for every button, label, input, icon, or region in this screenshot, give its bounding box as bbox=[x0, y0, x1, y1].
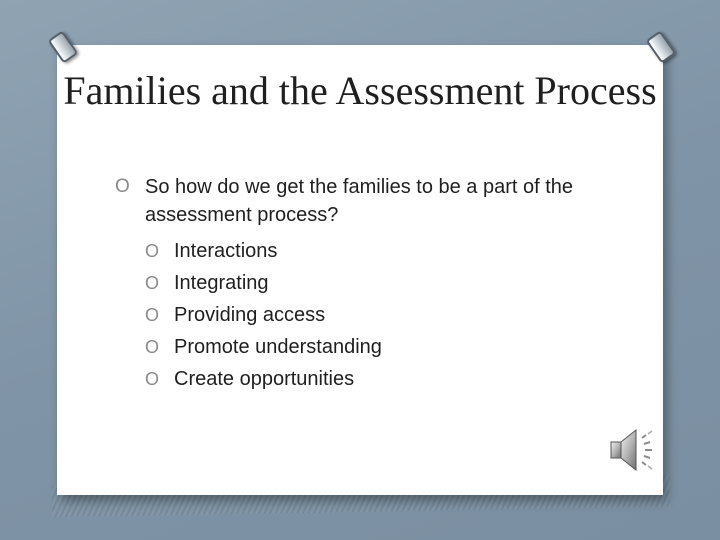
speaker-icon[interactable] bbox=[608, 426, 660, 474]
sub-bullet bbox=[145, 267, 635, 299]
sub-bullet-text: Create opportunities bbox=[174, 368, 355, 390]
bullet-marker: O bbox=[145, 369, 160, 389]
bullet-list bbox=[115, 173, 635, 395]
bullet-marker: O bbox=[145, 241, 160, 261]
slide-title: Families and the Assessment Process bbox=[63, 68, 657, 113]
bullet-marker: O bbox=[145, 337, 160, 357]
main-bullet-text: So how do we get the families to be a part of the assessment process? bbox=[145, 176, 574, 226]
sub-bullet bbox=[145, 363, 635, 395]
sub-bullet-text: Providing access bbox=[174, 304, 326, 326]
sub-bullet-list bbox=[145, 235, 635, 395]
sub-bullet-text: Integrating bbox=[174, 272, 269, 294]
sub-bullet-text: Promote understanding bbox=[174, 336, 382, 358]
main-bullet bbox=[115, 173, 635, 229]
bullet-marker: O bbox=[115, 176, 130, 197]
sub-bullet bbox=[145, 299, 635, 331]
sub-bullet bbox=[145, 235, 635, 267]
sub-bullet-text: Interactions bbox=[174, 240, 278, 262]
sub-bullet bbox=[145, 331, 635, 363]
bullet-marker: O bbox=[145, 305, 160, 325]
bullet-marker: O bbox=[145, 273, 160, 293]
slide-card bbox=[57, 45, 663, 495]
